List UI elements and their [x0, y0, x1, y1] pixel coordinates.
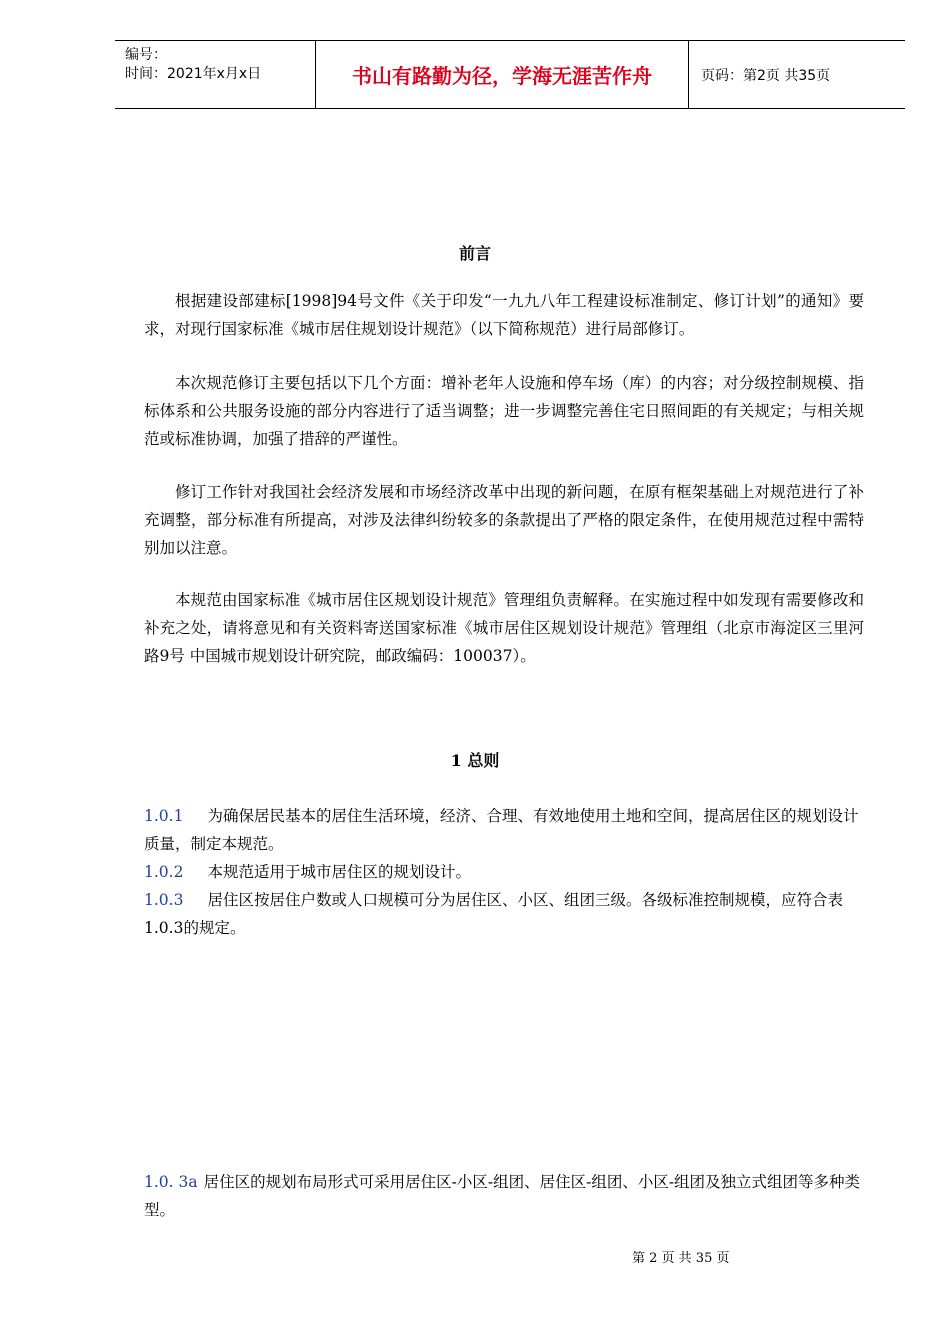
- clause-1-0-3: [144, 886, 864, 942]
- preface-paragraph-1: 根据建设部建标[1998]94号文件《关于印发“一九九八年工程建设标准制定、修订计划”的通知》要求，对现行国家标准《城市居住规划设计规范》（以下简称规范）进行局部修订。: [144, 292, 864, 338]
- chapter-title: 1 总则: [450, 751, 500, 770]
- clause-1-0-2: [144, 858, 864, 886]
- preface-paragraph-3: 修订工作针对我国社会经济发展和市场经济改革中出现的新问题，在原有框架基础上对规范进行了补充调整，部分标准有所提高，对涉及法律纠纷较多的条款提出了严格的限定条件，在使用规范过程中需特别加以注意。: [144, 483, 864, 557]
- clause-1-0-1: [144, 802, 864, 858]
- motto-text: 书山有路勤为径，学海无涯苦作舟: [352, 64, 652, 88]
- header-page-info: 页码：第2页 共35页: [701, 67, 831, 84]
- clause-text: 居住区按居住户数或人口规模可分为居住区、小区、组团三级。各级标准控制规模，应符合表1.0.3的规定。: [144, 891, 843, 937]
- header-motto: [316, 41, 689, 108]
- header-meta: [115, 41, 316, 108]
- preface-title: 前言: [458, 244, 491, 263]
- clause-text: 本规范适用于城市居住区的规划设计。: [207, 863, 471, 881]
- clause-number: 1.0.3: [144, 891, 184, 909]
- time-label: 时间：2021年x月x日: [125, 66, 262, 82]
- preface-paragraph-4: 本规范由国家标准《城市居住区规划设计规范》管理组负责解释。在实施过程中如发现有需要修改和补充之处，请将意见和有关资料寄送国家标准《城市居住区规划设计规范》管理组（北京市海淀区三里河路9号 中国城市规划设计研究院，邮政编码：100037）。: [144, 591, 864, 665]
- clause-number: 1.0.2: [144, 863, 184, 881]
- page-footer: 第 2 页 共 35 页: [632, 1251, 730, 1266]
- page-header: [115, 40, 905, 109]
- clause-text: 居住区的规划布局形式可采用居住区-小区-组团、居住区-组团、小区-组团及独立式组团等多种类型。: [144, 1173, 861, 1219]
- code-label: 编号：: [125, 47, 167, 63]
- clause-1-0-3a: [144, 1168, 864, 1224]
- clause-number: 1.0.1: [144, 807, 184, 825]
- clause-number: 1.0. 3a: [144, 1173, 198, 1191]
- preface-paragraph-2: 本次规范修订主要包括以下几个方面：增补老年人设施和停车场（库）的内容；对分级控制规模、指标体系和公共服务设施的部分内容进行了适当调整；进一步调整完善住宅日照间距的有关规定；与相关规范或标准协调，加强了措辞的严谨性。: [144, 374, 864, 448]
- clause-text: 为确保居民基本的居住生活环境，经济、合理、有效地使用土地和空间，提高居住区的规划设计质量，制定本规范。: [144, 807, 859, 853]
